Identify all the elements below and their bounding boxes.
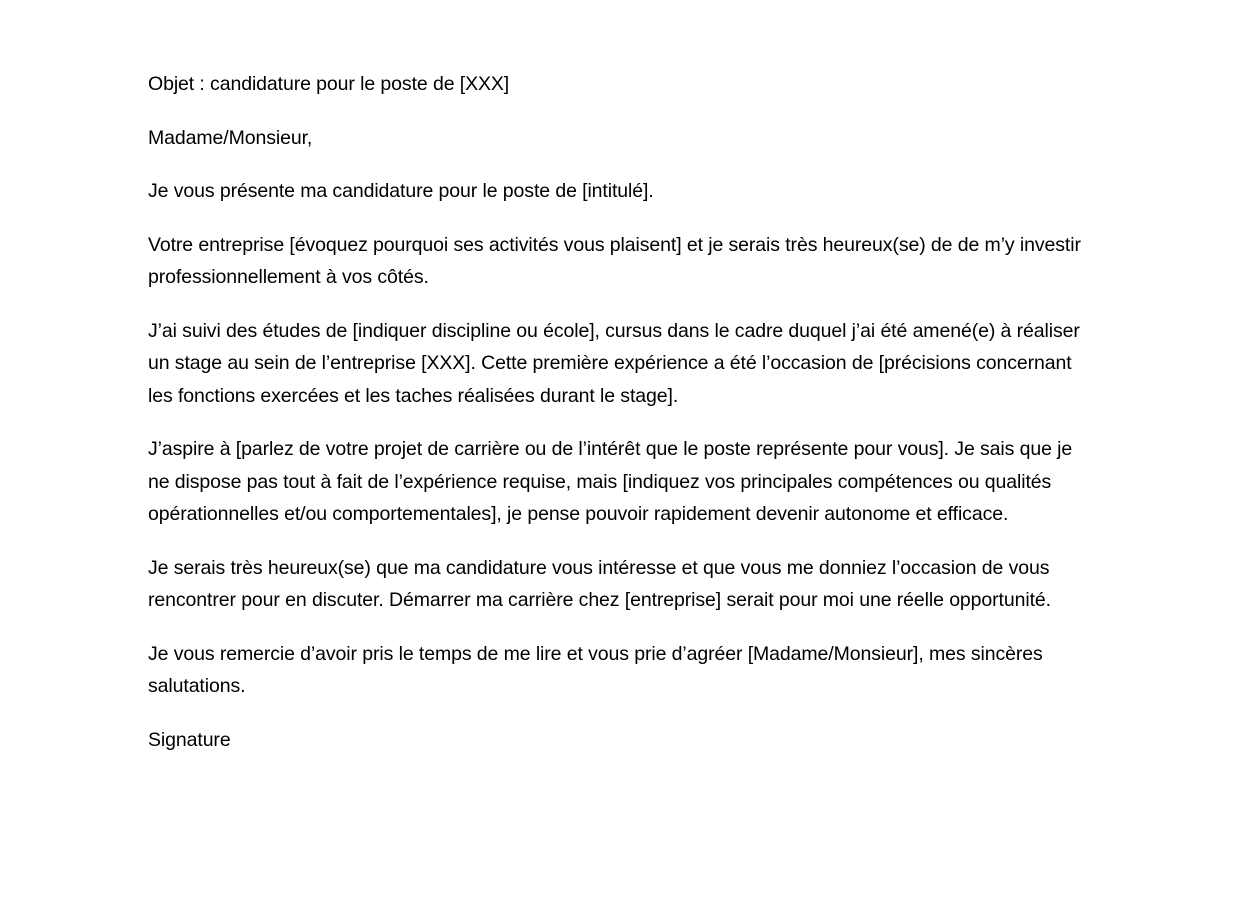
letter-subject: Objet : candidature pour le poste de [XXX]	[148, 73, 510, 95]
paragraph-company-interest: Votre entreprise [évoquez pourquoi ses activités vous plaisent] et je serais très heureux(se) de de m’y investir professionnellement à vos côtés.	[148, 233, 1081, 288]
paragraph-motivation: Je serais très heureux(se) que ma candidature vous intéresse et que vous me donniez l’occasion de vous rencontrer pour en discuter. Démarrer ma carrière chez [entreprise] serait pour moi une réelle opportunité.	[148, 556, 1051, 611]
paragraph-closing: Je vous remercie d’avoir pris le temps de me lire et vous prie d’agréer [Madame/Monsieur], mes sincères salutations.	[148, 642, 1043, 697]
letter-signature: Signature	[148, 728, 231, 751]
paragraph-education: J’ai suivi des études de [indiquer discipline ou école], cursus dans le cadre duquel j’ai été amené(e) à réaliser un stage au sein de l’entreprise [XXX]. Cette première expérience a été l’occasion de [précisions concernant les fonctions exercées et les taches réalisées durant le stage].	[148, 319, 1080, 407]
paragraph-introduction: Je vous présente ma candidature pour le poste de [intitulé].	[148, 180, 654, 202]
paragraph-aspiration: J’aspire à [parlez de votre projet de carrière ou de l’intérêt que le poste représente pour vous]. Je sais que je ne dispose pas tout à fait de l’expérience requise, mais [indiquez vos principales compétences ou qualités opérationnelles et/ou comportementales], je pense pouvoir rapidement devenir autonome et efficace.	[148, 438, 1073, 525]
letter-page	[148, 68, 1098, 777]
letter-salutation: Madame/Monsieur,	[148, 126, 313, 149]
